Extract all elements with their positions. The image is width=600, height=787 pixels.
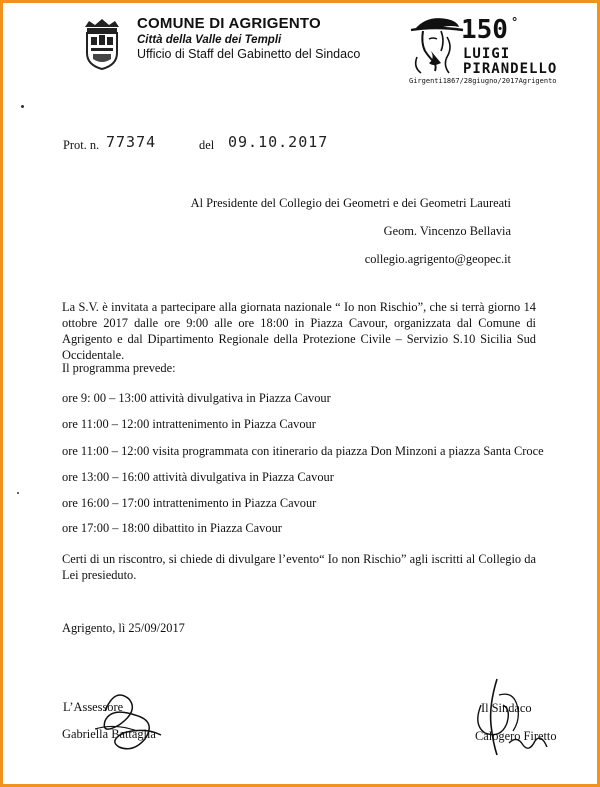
mayor-signature-icon — [443, 665, 555, 761]
mayor-name: Calogero Firetto — [475, 729, 557, 743]
program-intro: Il programma prevede: — [62, 361, 176, 375]
assessor-signature-icon — [75, 681, 171, 761]
program-item: ore 11:00 – 12:00 visita programmata con itinerario da piazza Don Minzoni a piazza Santa Croce — [62, 444, 544, 458]
pirandello-portrait-icon — [407, 13, 467, 75]
place-and-date: Agrigento, lì 25/09/2017 — [62, 621, 185, 635]
city-crest-icon — [81, 17, 123, 71]
scan-speck — [17, 492, 19, 494]
mayor-role: Il Sindaco — [481, 701, 532, 715]
org-name: COMUNE DI AGRIGENTO — [137, 15, 321, 32]
org-tagline: Città della Valle dei Templi — [137, 34, 282, 46]
scan-speck — [21, 105, 24, 108]
invitation-paragraph: La S.V. è invitata a partecipare alla giornata nazionale “ Io non Rischio”, che si terrà giorno 14 ottobre 2017 dalle ore 9:00 alle ore 18:00 in Piazza Cavour, organizzata dal Comune di Agrigento e dal Dipartimento Regionale della Protezione Civile – Servizio S.10 Sicilia Sud Occidentale. — [62, 300, 536, 362]
anniversary-number: 150 — [461, 15, 508, 45]
protocol-number: 77374 — [106, 133, 157, 151]
office-name: Ufficio di Staff del Gabinetto del Sindaco — [137, 47, 361, 61]
program-item: ore 13:00 – 16:00 attività divulgativa in Piazza Cavour — [62, 470, 334, 484]
recipient-email: collegio.agrigento@geopec.it — [364, 252, 511, 266]
assessor-name: Gabriella Battaglia — [62, 727, 156, 741]
anniversary-name-line1: LUIGI — [463, 46, 511, 62]
program-item: ore 9: 00 – 13:00 attività divulgativa in Piazza Cavour — [62, 391, 331, 405]
protocol-label: Prot. n. — [63, 138, 100, 152]
program-item: ore 17:00 – 18:00 dibattito in Piazza Cavour — [62, 521, 282, 535]
program-item: ore 16:00 – 17:00 intrattenimento in Piazza Cavour — [62, 496, 317, 510]
anniversary-name-line2: PIRANDELLO — [463, 61, 558, 77]
anniversary-degree: ° — [511, 15, 519, 29]
program-item: ore 11:00 – 12:00 intrattenimento in Piazza Cavour — [62, 417, 316, 431]
protocol-date: 09.10.2017 — [228, 133, 329, 151]
anniversary-caption: Girgenti1867/28giugno/2017Agrigento — [409, 77, 557, 85]
assessor-role: L’Assessore — [63, 700, 124, 714]
closing-paragraph: Certi di un riscontro, si chiede di divulgare l’evento“ Io non Rischio” agli iscritti al Collegio da Lei presieduto. — [62, 552, 536, 582]
protocol-date-label: del — [199, 138, 215, 152]
recipient-name: Geom. Vincenzo Bellavia — [383, 224, 511, 238]
recipient-title: Al Presidente del Collegio dei Geometri e dei Geometri Laureati — [190, 196, 511, 210]
